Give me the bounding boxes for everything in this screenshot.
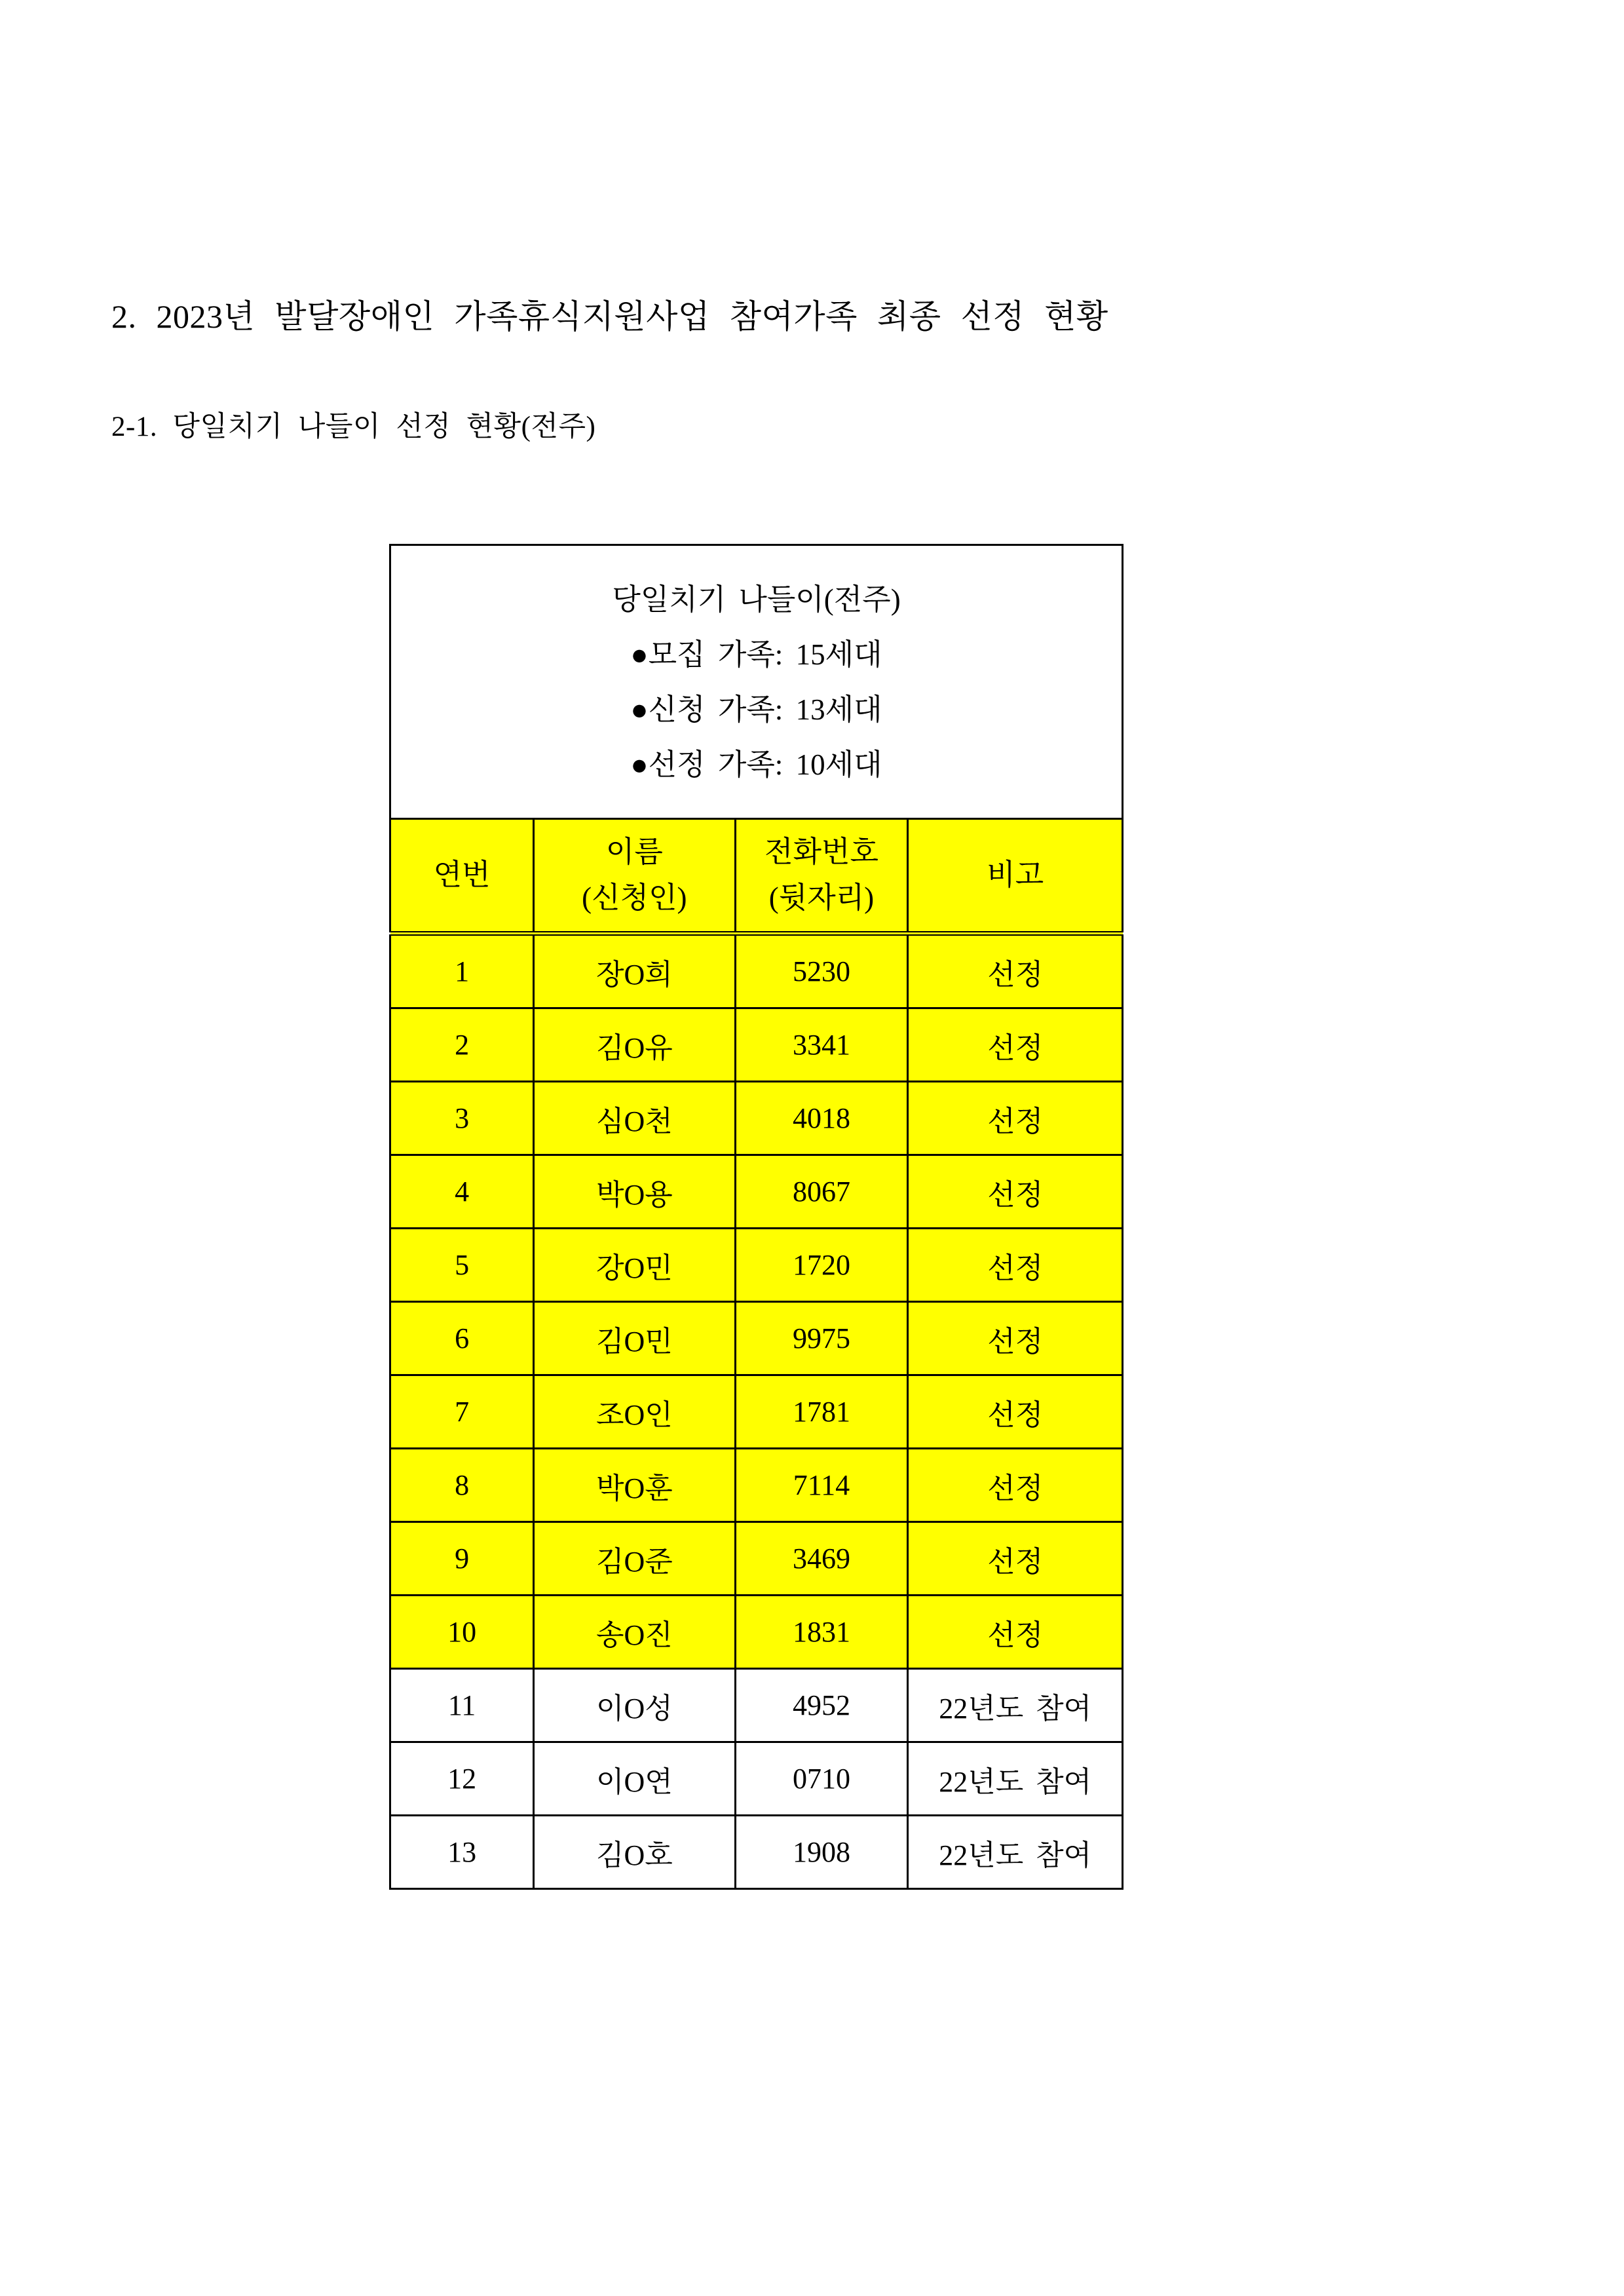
cell-name: 조O인	[534, 1375, 735, 1449]
cell-no: 11	[390, 1669, 534, 1742]
cell-phone: 9975	[735, 1302, 908, 1375]
cell-no: 13	[390, 1816, 534, 1889]
cell-phone: 8067	[735, 1155, 908, 1229]
cell-phone: 3469	[735, 1522, 908, 1596]
table-row	[390, 1375, 1123, 1449]
column-header-no	[390, 819, 534, 934]
cell-name: 심O천	[534, 1082, 735, 1155]
table-info-row	[390, 545, 1123, 819]
table-row	[390, 1449, 1123, 1522]
cell-phone: 7114	[735, 1449, 908, 1522]
column-header-label: 비고	[987, 858, 1044, 892]
bullet-icon: ●	[630, 638, 649, 671]
bullet-text: 선정 가족: 10세대	[648, 748, 882, 781]
cell-name: 김O유	[534, 1008, 735, 1082]
table-info-title: 당일치기 나들이(전주)	[612, 583, 901, 616]
table-body	[390, 934, 1123, 1889]
cell-no: 8	[390, 1449, 534, 1522]
cell-phone: 1720	[735, 1229, 908, 1302]
page-title: 2. 2023년 발달장애인 가족휴식지원사업 참여가족 최종 선정 현황	[111, 298, 1108, 335]
cell-name: 이O연	[534, 1742, 735, 1816]
cell-phone: 5230	[735, 934, 908, 1008]
cell-no: 2	[390, 1008, 534, 1082]
table-row	[390, 1155, 1123, 1229]
table-row	[390, 934, 1123, 1008]
cell-note: 선정	[908, 1008, 1123, 1082]
column-header-note	[908, 819, 1123, 934]
cell-note: 선정	[908, 1596, 1123, 1669]
cell-name: 장O희	[534, 934, 735, 1008]
cell-no: 3	[390, 1082, 534, 1155]
cell-no: 1	[390, 934, 534, 1008]
cell-no: 9	[390, 1522, 534, 1596]
column-header-label: 연번	[433, 858, 491, 892]
cell-no: 7	[390, 1375, 534, 1449]
cell-note: 선정	[908, 1229, 1123, 1302]
page-subtitle: 2-1. 당일치기 나들이 선정 현황(전주)	[111, 411, 596, 442]
cell-phone: 3341	[735, 1008, 908, 1082]
cell-no: 5	[390, 1229, 534, 1302]
cell-phone: 4018	[735, 1082, 908, 1155]
column-header-phone	[735, 819, 908, 934]
table-row	[390, 1008, 1123, 1082]
table-row	[390, 1596, 1123, 1669]
cell-phone: 0710	[735, 1742, 908, 1816]
cell-phone: 1831	[735, 1596, 908, 1669]
column-header-sublabel: (뒷자리)	[768, 881, 875, 914]
table-row	[390, 1522, 1123, 1596]
info-bullet-line	[630, 747, 882, 782]
cell-note: 선정	[908, 1082, 1123, 1155]
cell-no: 4	[390, 1155, 534, 1229]
cell-name: 김O민	[534, 1302, 735, 1375]
cell-note: 선정	[908, 934, 1123, 1008]
column-header-label: 전화번호	[765, 835, 878, 869]
table-row	[390, 1742, 1123, 1816]
table-header-row	[390, 819, 1123, 934]
column-header-sublabel: (신청인)	[582, 881, 687, 914]
cell-phone: 1781	[735, 1375, 908, 1449]
table-row	[390, 1082, 1123, 1155]
cell-name: 이O성	[534, 1669, 735, 1742]
cell-phone: 4952	[735, 1669, 908, 1742]
cell-name: 박O용	[534, 1155, 735, 1229]
column-header-label: 이름	[605, 835, 663, 869]
table-row	[390, 1302, 1123, 1375]
bullet-icon: ●	[630, 748, 649, 781]
cell-note: 22년도 참여	[908, 1742, 1123, 1816]
info-bullet-line	[630, 637, 882, 672]
cell-note: 선정	[908, 1522, 1123, 1596]
column-header-name	[534, 819, 735, 934]
bullet-text: 신청 가족: 13세대	[648, 693, 882, 726]
cell-note: 선정	[908, 1449, 1123, 1522]
cell-name: 강O민	[534, 1229, 735, 1302]
bullet-icon: ●	[630, 693, 649, 726]
cell-no: 10	[390, 1596, 534, 1669]
cell-note: 선정	[908, 1375, 1123, 1449]
bullet-text: 모집 가족: 15세대	[648, 638, 882, 671]
cell-note: 22년도 참여	[908, 1669, 1123, 1742]
table-row	[390, 1816, 1123, 1889]
info-bullet-line	[630, 692, 882, 727]
cell-name: 박O훈	[534, 1449, 735, 1522]
cell-note: 선정	[908, 1155, 1123, 1229]
table-row	[390, 1229, 1123, 1302]
cell-no: 12	[390, 1742, 534, 1816]
cell-name: 김O준	[534, 1522, 735, 1596]
cell-phone: 1908	[735, 1816, 908, 1889]
cell-note: 22년도 참여	[908, 1816, 1123, 1889]
cell-name: 송O진	[534, 1596, 735, 1669]
selection-status-table	[389, 544, 1124, 1890]
cell-no: 6	[390, 1302, 534, 1375]
cell-name: 김O호	[534, 1816, 735, 1889]
table-row	[390, 1669, 1123, 1742]
cell-note: 선정	[908, 1302, 1123, 1375]
table-info-cell	[390, 545, 1123, 819]
